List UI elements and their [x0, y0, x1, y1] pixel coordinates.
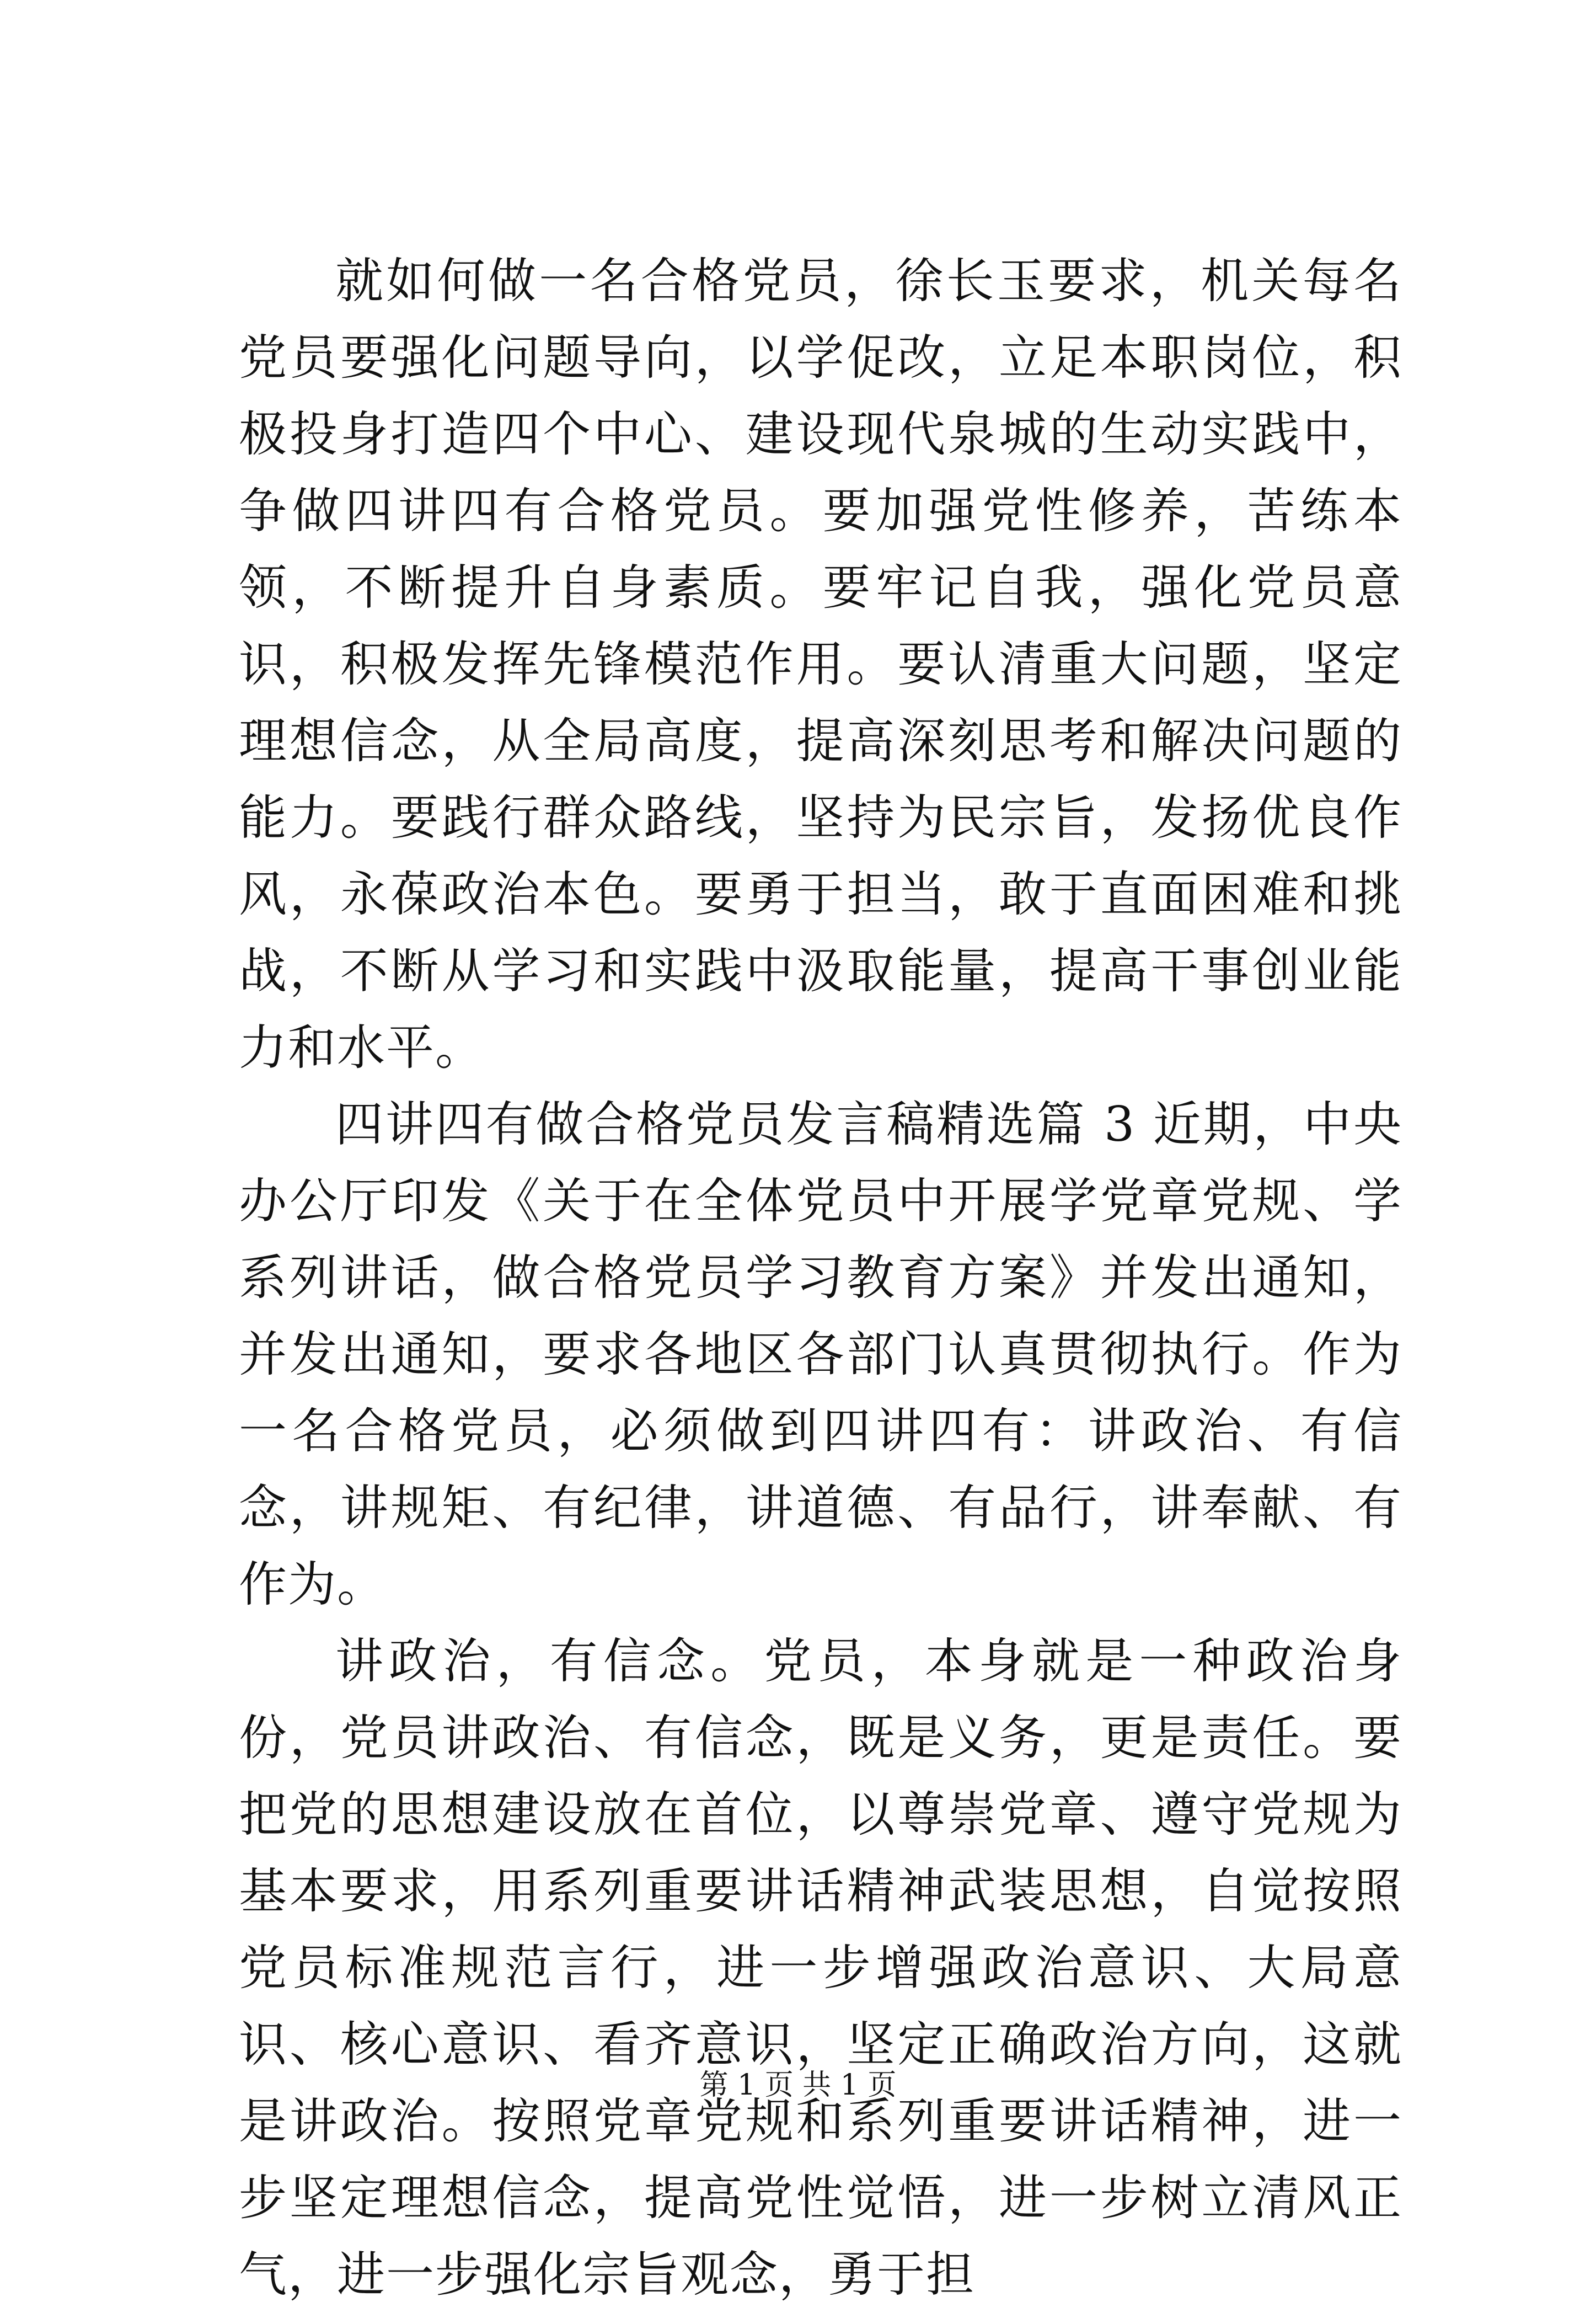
paragraph-3: 讲政治，有信念。党员，本身就是一种政治身份，党员讲政治、有信念，既是义务，更是责任。要把党的思想建设放在首位，以尊崇党章、遵守党规为基本要求，用系列重要讲话精神武装思想，自觉按照党员标准规范言行，进一步增强政治意识、大局意识、核心意识、看齐意识，坚定正确政治方向，这就是讲政治。按照党章党规和系列重要讲话精神，进一步坚定理想信念，提高党性觉悟，进一步树立清风正气，进一步强化宗旨观念，勇于担 — [239, 1633, 1402, 2303]
document-body — [239, 243, 1402, 2313]
paragraph-2: 四讲四有做合格党员发言稿精选篇 3 近期，中央办公厅印发《关于在全体党员中开展学党章党规、学系列讲话，做合格党员学习教育方案》并发出通知，并发出通知，要求各地区各部门认真贯彻执行。作为一名合格党员，必须做到四讲四有：讲政治、有信念，讲规矩、有纪律，讲道德、有品行，讲奉献、有作为。 — [239, 1096, 1402, 1612]
page-footer: 第 1 页 共 1 页 — [699, 2069, 897, 2102]
paragraph-1: 就如何做一名合格党员，徐长玉要求，机关每名党员要强化问题导向，以学促改，立足本职岗位，积极投身打造四个中心、建设现代泉城的生动实践中，争做四讲四有合格党员。要加强党性修养，苦练本领，不断提升自身素质。要牢记自我，强化党员意识，积极发挥先锋模范作用。要认清重大问题，坚定理想信念，从全局高度，提高深刻思考和解决问题的能力。要践行群众路线，坚持为民宗旨，发扬优良作风，永葆政治本色。要勇于担当，敢于直面困难和挑战，不断从学习和实践中汲取能量，提高干事创业能力和水平。 — [239, 253, 1402, 1076]
